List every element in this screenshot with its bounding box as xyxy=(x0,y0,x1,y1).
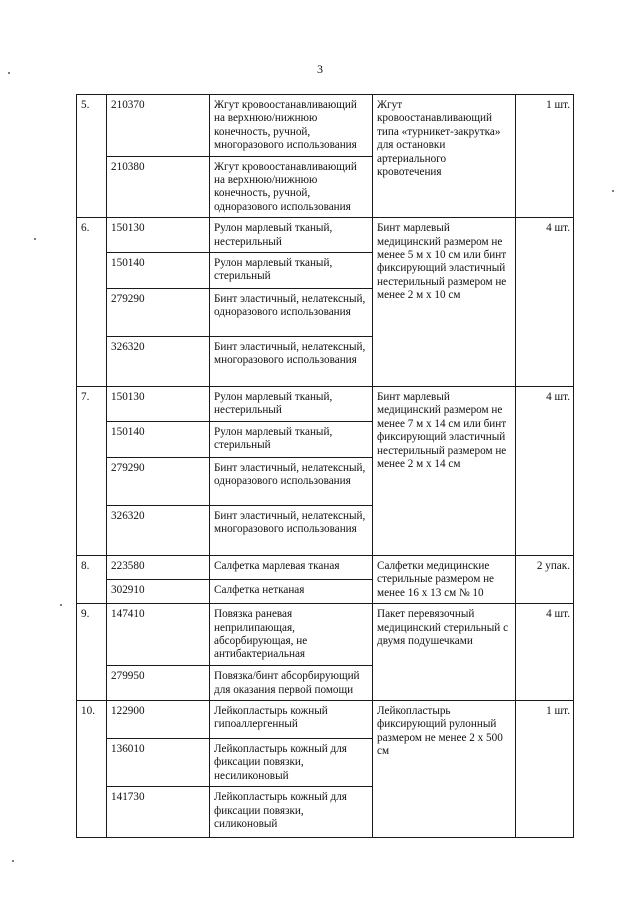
row-number: 7. xyxy=(77,387,107,556)
item-code: 279290 xyxy=(107,457,210,505)
item-name: Жгут кровоостанавливающий на верхнюю/нижнюю конечность, ручной, одноразового использования xyxy=(210,156,373,218)
table-row xyxy=(77,700,574,738)
row-number: 10. xyxy=(77,700,107,837)
item-name: Рулон марлевый тканый, нестерильный xyxy=(210,387,373,422)
table-row xyxy=(77,604,574,666)
scan-speck xyxy=(8,72,10,74)
item-name: Салфетка нетканая xyxy=(210,580,373,604)
item-name: Жгут кровоостанавливающий на верхнюю/нижнюю конечность, ручной, многоразового использования xyxy=(210,95,373,157)
item-code: 141730 xyxy=(107,787,210,838)
table-body xyxy=(77,95,574,838)
item-name: Рулон марлевый тканый, нестерильный xyxy=(210,218,373,253)
item-description: Бинт марлевый медицинский размером не менее 7 м х 14 см или бинт фиксирующий эластичный нестерильный размером не менее 2 м х 14 см xyxy=(373,387,516,556)
item-name: Бинт эластичный, нелатексный, многоразового использования xyxy=(210,337,373,387)
scan-speck xyxy=(12,860,14,862)
item-name: Лейкопластырь кожный для фиксации повязки, несиликоновый xyxy=(210,738,373,786)
table-row xyxy=(77,387,574,422)
table-row xyxy=(77,218,574,253)
item-code: 150130 xyxy=(107,387,210,422)
item-name: Бинт эластичный, нелатексный, одноразового использования xyxy=(210,289,373,337)
row-number: 6. xyxy=(77,218,107,387)
item-code: 279950 xyxy=(107,666,210,701)
item-quantity: 2 упак. xyxy=(516,555,574,603)
item-name: Бинт эластичный, нелатексный, многоразового использования xyxy=(210,505,373,555)
table-row xyxy=(77,95,574,157)
item-code: 223580 xyxy=(107,555,210,579)
scan-speck xyxy=(60,604,62,606)
item-code: 122900 xyxy=(107,700,210,738)
item-quantity: 4 шт. xyxy=(516,387,574,556)
table-row xyxy=(77,555,574,579)
item-code: 302910 xyxy=(107,580,210,604)
item-name: Повязка/бинт абсорбирующий для оказания первой помощи xyxy=(210,666,373,701)
item-name: Лейкопластырь кожный для фиксации повязки, силиконовый xyxy=(210,787,373,838)
item-code: 279290 xyxy=(107,289,210,337)
item-code: 210380 xyxy=(107,156,210,218)
item-description: Пакет перевязочный медицинский стерильный с двумя подушечками xyxy=(373,604,516,701)
item-description: Жгут кровоостанавливающий типа «турникет-закрутка» для остановки артериального кровотечения xyxy=(373,95,516,218)
item-code: 210370 xyxy=(107,95,210,157)
item-quantity: 1 шт. xyxy=(516,95,574,218)
item-code: 136010 xyxy=(107,738,210,786)
item-code: 326320 xyxy=(107,505,210,555)
row-number: 5. xyxy=(77,95,107,218)
item-name: Рулон марлевый тканый, стерильный xyxy=(210,253,373,289)
item-name: Рулон марлевый тканый, стерильный xyxy=(210,421,373,457)
item-description: Бинт марлевый медицинский размером не менее 5 м х 10 см или бинт фиксирующий эластичный нестерильный размером не менее 2 м х 10 см xyxy=(373,218,516,387)
item-description: Салфетки медицинские стерильные размером не менее 16 х 13 см № 10 xyxy=(373,555,516,603)
item-quantity: 4 шт. xyxy=(516,604,574,701)
item-code: 150130 xyxy=(107,218,210,253)
item-quantity: 1 шт. xyxy=(516,700,574,837)
item-code: 150140 xyxy=(107,253,210,289)
row-number: 8. xyxy=(77,555,107,603)
item-code: 326320 xyxy=(107,337,210,387)
item-description: Лейкопластырь фиксирующий рулонный размером не менее 2 х 500 см xyxy=(373,700,516,837)
item-name: Салфетка марлевая тканая xyxy=(210,555,373,579)
item-name: Повязка раневая неприлипающая, абсорбирующая, не антибактериальная xyxy=(210,604,373,666)
item-quantity: 4 шт. xyxy=(516,218,574,387)
medical-kit-table xyxy=(76,94,574,838)
scan-speck xyxy=(34,238,36,240)
item-code: 147410 xyxy=(107,604,210,666)
item-code: 150140 xyxy=(107,421,210,457)
row-number: 9. xyxy=(77,604,107,701)
item-name: Бинт эластичный, нелатексный, одноразового использования xyxy=(210,457,373,505)
page-number: 3 xyxy=(317,62,323,76)
scan-speck xyxy=(612,190,614,192)
item-name: Лейкопластырь кожный гипоаллергенный xyxy=(210,700,373,738)
